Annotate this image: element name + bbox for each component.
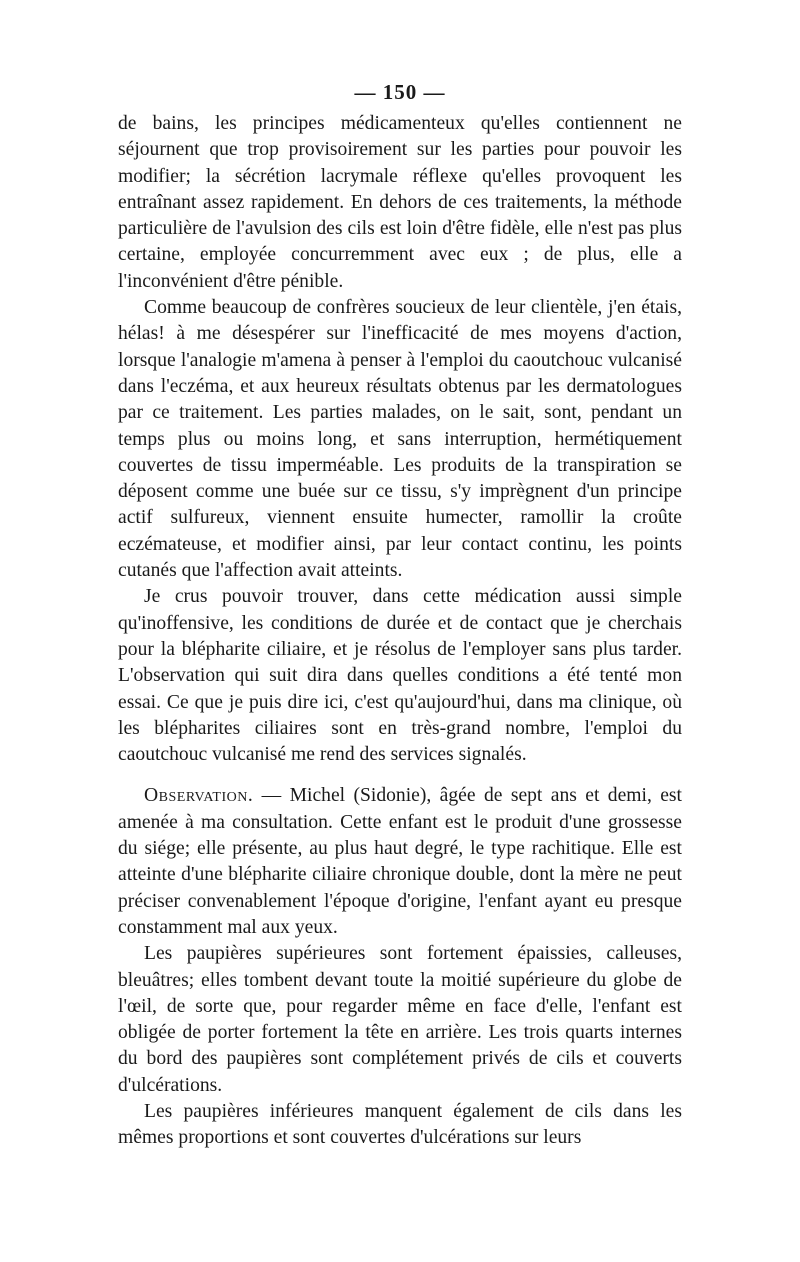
paragraph-caoutchouc: Comme beaucoup de confrères soucieux de leur clientèle, j'en étais, hélas! à me désespérer sur l'inefficacité de mes moyens d'action, lorsque l'analogie m'amena à penser à l'emploi du caoutchouc vulcanisé dans l'eczéma, et aux heureux résultats obtenus par les dermatologues par ce traitement. Les parties malades, on le sait, sont, pendant un temps plus ou moins long, et sans interruption, hermétiquement couvertes de tissu imperméable. Les produits de la transpiration se déposent comme une buée sur ce tissu, s'y imprègnent d'un principe actif sulfureux, viennent ensuite humecter, ramollir la croûte eczémateuse, et modifier ainsi, par leur contact continu, les points cutanés que l'affection avait atteints. bbox=[118, 297, 682, 582]
paragraph-upper-eyelids: Les paupières supérieures sont fortement épaissies, calleuses, bleuâtres; elles tombent devant toute la moitié supérieure du globe de l'œil, de sorte que, pour regarder même en face d'elle, l'enfant est obligée de porter fortement la tête en arrière. Les trois quarts internes du bord des paupières sont complétement privés de cils et couverts d'ulcérations. bbox=[118, 943, 682, 1096]
observation-text: — Michel (Sidonie), âgée de sept ans et demi, est amenée à ma consultation. Cette enfant est le produit d'une grossesse du siége; elle présente, au plus haut degré, le type rachitique. Elle est atteinte d'une blépharite ciliaire chronique double, dont la mère ne peut préciser convenablement l'époque d'origine, l'enfant ayant eu presque constamment mal aux yeux. bbox=[118, 785, 682, 938]
paragraph-medication: Je crus pouvoir trouver, dans cette médication aussi simple qu'inoffensive, les conditions de durée et de contact que je cherchais pour la blépharite ciliaire, et je résolus de l'employer sans plus tarder. L'observation qui suit dira dans quelles conditions a été tenté mon essai. Ce que je puis dire ici, c'est qu'aujourd'hui, dans ma clinique, où les blépharites ciliaires sont en très-grand nombre, l'emploi du caoutchouc vulcanisé me rend des services signalés. bbox=[118, 586, 682, 766]
observation-label: Observation. bbox=[144, 785, 254, 807]
page-number: — 150 — bbox=[354, 80, 446, 104]
paragraph-lower-eyelids: Les paupières inférieures manquent également de cils dans les mêmes proportions et sont couvertes d'ulcérations sur leurs bbox=[118, 1100, 682, 1149]
book-page bbox=[118, 80, 682, 1152]
observation-paragraph bbox=[118, 783, 682, 941]
paragraph-continued: de bains, les principes médicamenteux qu'elles contiennent ne séjournent que trop provisoirement sur les parties pour pouvoir les modifier; la sécrétion lacrymale réflexe qu'elles provoquent les entraînant assez rapidement. En dehors de ces traitements, la méthode particulière de l'avulsion des cils est loin d'être fidèle, elle n'est pas plus certaine, employée concurremment avec eux ; de plus, elle a l'inconvénient d'être pénible. bbox=[118, 113, 682, 292]
